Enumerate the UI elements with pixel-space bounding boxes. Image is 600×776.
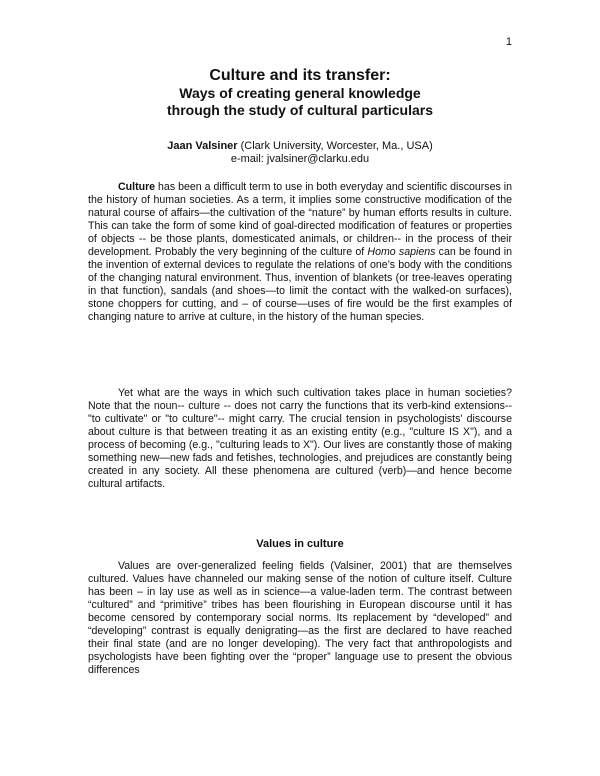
para1-italic-term: Homo sapiens bbox=[367, 245, 436, 258]
title-block bbox=[0, 66, 600, 119]
para1-lead-term: Culture bbox=[118, 181, 156, 193]
author-block bbox=[0, 140, 600, 166]
para2-text: Yet what are the ways in which such cultivation takes place in human societies? Note that the noun-- culture -- does not carry the functions that its verb-kind extensions-- "to cultivate" or "to culture"-- might carry. The crucial tension in psychologists' discourse about culture is that between treating it as an existing entity (e.g., "culture IS X"), and a process of becoming (e.g., "culturing leads to X"). Our lives are constantly those of making something new—new fads and fetishes, technologies, and prejudices are constantly being created in any society. All these phenomena are cultured (verb)—and hence become cultural artifacts. bbox=[88, 387, 512, 490]
author-name: Jaan Valsiner bbox=[167, 140, 238, 152]
author-email: e-mail: jvalsiner@clarku.edu bbox=[230, 153, 370, 165]
paper-subtitle-line-2: through the study of cultural particulars bbox=[166, 102, 434, 118]
section-heading: Values in culture bbox=[256, 538, 344, 550]
page-number: 1 bbox=[505, 36, 512, 48]
body-paragraph-2 bbox=[88, 387, 512, 491]
para1-text-a: has been a difficult term to use in both everyday and scientific discourses in the history of human societies. As a term, it implies some constructive modification of the natural course of affairs—the cultivation of the “nature” by human efforts results in culture. This can take the form of some kind of goal-directed modification of features or properties of objects -- be those plants, domesticated animals, or children-- in the process of their development. Probably the very beginning of the culture of bbox=[88, 181, 512, 258]
paper-title: Culture and its transfer: bbox=[209, 67, 391, 84]
author-affiliation: (Clark University, Worcester, Ma., USA) bbox=[237, 140, 433, 152]
body-paragraph-1 bbox=[88, 181, 512, 323]
para1-text-b: can be found in the invention of external devices to regulate the relations of one’s body with the conditions of the changing natural environment. Thus, invention of blankets (or tree-leaves operating in that function), sandals (and shoes—to limit the contact with the walked-on surfaces), stone choppers for cutting, and – of course—uses of fire would be the first examples of changing nature to arrive at culture, in the history of the human species. bbox=[88, 245, 512, 323]
author-line bbox=[0, 140, 600, 153]
body-paragraph-3 bbox=[88, 560, 512, 677]
paper-subtitle-line-1: Ways of creating general knowledge bbox=[179, 85, 421, 101]
para3-text: Values are over-generalized feeling fields (Valsiner, 2001) that are themselves cultured. Values have channeled our making sense of the notion of culture itself. Culture has been – in lay use as well as in science—a value-laden term. The contrast between “cultured” and “primitive” tribes has been flourishing in European discourse until it has become censored by contemporary social norms. Its replacement by “developed” and “developing” contrast is equally denigrating—as the first are declared to have reached their final state (and are no longer developing). The very fact that anthropologists and psychologists have been fighting over the “proper” language use to present the obvious differences bbox=[88, 560, 512, 676]
